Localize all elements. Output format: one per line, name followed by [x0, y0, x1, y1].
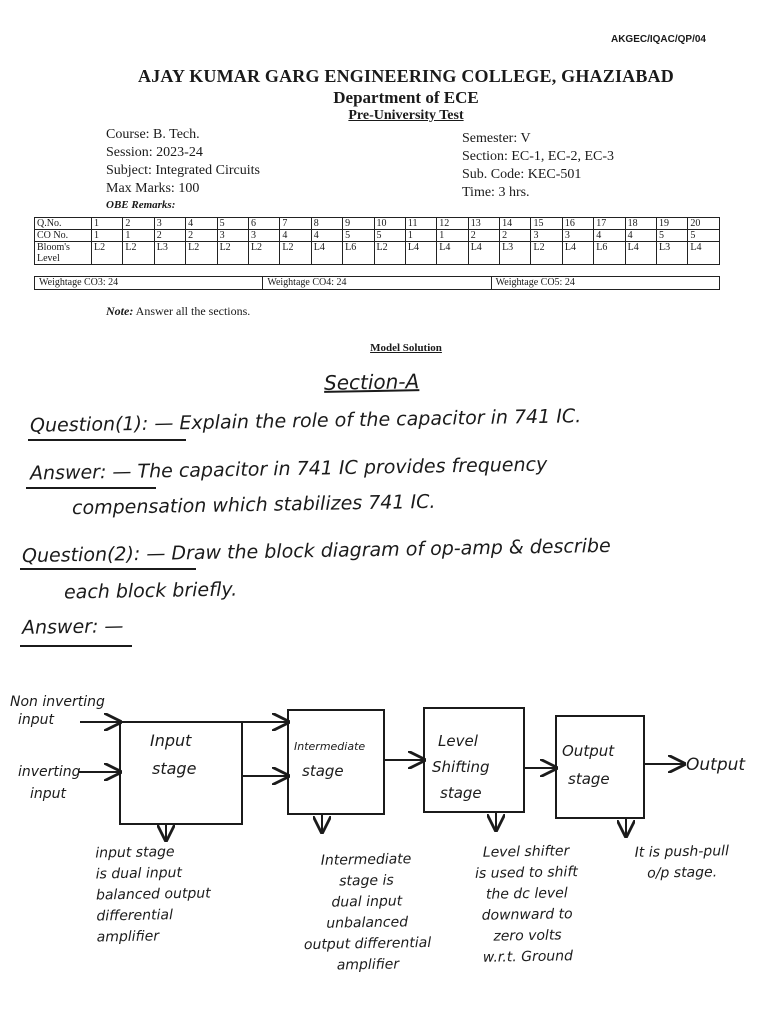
output-label: Output — [686, 755, 746, 775]
weightage-co3: Weightage CO3: 24 — [35, 277, 263, 290]
question-1-underline — [28, 439, 186, 441]
note-text: Answer all the sections. — [133, 304, 251, 318]
time-field: Time: 3 hrs. — [462, 185, 530, 200]
obe-cell: L4 — [311, 242, 342, 265]
question-2-line-1: Question(2): — Draw the block diagram of op-amp & describe — [21, 534, 611, 568]
obe-cell: L2 — [123, 242, 154, 265]
inverting-label-2: input — [30, 786, 67, 802]
max-marks-field: Max Marks: 100 — [106, 181, 200, 196]
question-1: Question(1): — Explain the role of the capacitor in 741 IC. — [29, 405, 582, 437]
answer-2-underline — [20, 645, 132, 647]
obe-cell: 18 — [625, 218, 656, 230]
obe-cell: 16 — [562, 218, 593, 230]
level-shifter-description: Level shifter is used to shift the dc level downward to zero volts w.r.t. Ground — [474, 843, 578, 966]
obe-row — [35, 230, 720, 242]
obe-cell: 6 — [248, 218, 279, 230]
obe-cell: L6 — [594, 242, 625, 265]
obe-cell: 2 — [468, 230, 499, 242]
obe-cell: L2 — [248, 242, 279, 265]
intermediate-label-1: Intermediate — [294, 740, 366, 753]
course-info-right — [462, 130, 614, 202]
obe-cell: 3 — [217, 230, 248, 242]
answer-1-line-2: compensation which stabilizes 741 IC. — [71, 490, 436, 520]
obe-row-head: CO No. — [35, 230, 92, 242]
obe-cell: 1 — [437, 230, 468, 242]
obe-cell: 9 — [343, 218, 374, 230]
department-name: Department of ECE — [333, 88, 479, 107]
input-stage-label-1: Input — [150, 731, 192, 750]
obe-cell: 4 — [311, 230, 342, 242]
level-label-3: stage — [440, 784, 482, 802]
exam-title: Pre-University Test — [348, 108, 464, 123]
obe-cell: 5 — [688, 230, 720, 242]
level-label-1: Level — [438, 732, 478, 750]
obe-cell: 1 — [92, 218, 123, 230]
op-amp-block-diagram — [0, 680, 768, 850]
note — [106, 304, 250, 319]
input-stage-label-2: stage — [152, 759, 197, 778]
intermediate-stage-description: Intermediate stage is dual input unbalanced output differential amplifier — [303, 851, 432, 974]
obe-cell: 14 — [500, 218, 531, 230]
obe-cell: 2 — [500, 230, 531, 242]
obe-cell: 10 — [374, 218, 405, 230]
model-solution-title: Model Solution — [370, 342, 442, 354]
answer-2-label: Answer: — — [21, 615, 124, 639]
input-stage-description: input stage is dual input balanced output differential amplifier — [95, 844, 211, 946]
weightage-co4: Weightage CO4: 24 — [263, 277, 491, 290]
non-inverting-label-1: Non inverting — [10, 694, 105, 710]
obe-cell: L2 — [531, 242, 562, 265]
obe-cell: 3 — [562, 230, 593, 242]
obe-cell: 1 — [92, 230, 123, 242]
inverting-label-1: inverting — [18, 764, 81, 780]
obe-cell: L4 — [468, 242, 499, 265]
subject-field: Subject: Integrated Circuits — [106, 163, 260, 178]
obe-cell: L4 — [437, 242, 468, 265]
obe-remarks-label: OBE Remarks: — [106, 199, 176, 211]
answer-1-underline — [26, 487, 156, 489]
output-stage-description: It is push-pull o/p stage. — [634, 843, 730, 882]
obe-cell: L2 — [92, 242, 123, 265]
output-stage-label-2: stage — [568, 770, 610, 788]
obe-cell: L4 — [688, 242, 720, 265]
obe-cell: 1 — [405, 230, 436, 242]
obe-cell: 2 — [186, 230, 217, 242]
sub-code-field: Sub. Code: KEC-501 — [462, 167, 582, 182]
obe-cell: L2 — [217, 242, 248, 265]
answer-1-line-1: Answer: — The capacitor in 741 IC provides frequency — [29, 453, 548, 485]
obe-cell: L3 — [154, 242, 185, 265]
obe-cell: 4 — [625, 230, 656, 242]
obe-row — [35, 218, 720, 230]
output-stage-label-1: Output — [562, 742, 615, 760]
obe-cell: 3 — [531, 230, 562, 242]
obe-cell: 17 — [594, 218, 625, 230]
obe-cell: L2 — [186, 242, 217, 265]
course-field: Course: B. Tech. — [106, 127, 200, 142]
level-label-2: Shifting — [432, 758, 490, 776]
section-field: Section: EC-1, EC-2, EC-3 — [462, 149, 615, 164]
obe-row — [35, 242, 720, 265]
non-inverting-label-2: input — [18, 712, 55, 728]
obe-cell: 4 — [186, 218, 217, 230]
obe-cell: 20 — [688, 218, 720, 230]
document-code: AKGEC/IQAC/QP/04 — [610, 34, 706, 45]
obe-cell: 2 — [154, 230, 185, 242]
semester-field: Semester: V — [462, 131, 531, 146]
intermediate-label-2: stage — [302, 762, 344, 780]
obe-cell: L4 — [625, 242, 656, 265]
obe-cell: 12 — [437, 218, 468, 230]
obe-cell: 5 — [374, 230, 405, 242]
obe-cell: 3 — [248, 230, 279, 242]
obe-cell: 5 — [217, 218, 248, 230]
obe-row-head: Q.No. — [35, 218, 92, 230]
note-label: Note: — [106, 304, 134, 318]
weightage-co5: Weightage CO5: 24 — [491, 277, 719, 290]
obe-cell: L4 — [562, 242, 593, 265]
course-info-left — [106, 126, 260, 198]
question-2-line-2: each block briefly. — [63, 578, 238, 604]
obe-cell: 4 — [280, 230, 311, 242]
obe-cell: 5 — [343, 230, 374, 242]
obe-cell: L4 — [405, 242, 436, 265]
output-stage-block — [556, 716, 644, 818]
obe-cell: 8 — [311, 218, 342, 230]
obe-cell: 1 — [123, 230, 154, 242]
obe-row-head: Bloom's Level — [35, 242, 92, 265]
section-heading: Section-A — [323, 369, 420, 395]
obe-cell: L2 — [280, 242, 311, 265]
obe-cell: 4 — [594, 230, 625, 242]
obe-cell: L3 — [657, 242, 688, 265]
obe-cell: 11 — [405, 218, 436, 230]
weightage-table — [34, 276, 720, 290]
college-name: AJAY KUMAR GARG ENGINEERING COLLEGE, GHAZIABAD — [138, 66, 674, 86]
obe-cell: 3 — [154, 218, 185, 230]
obe-table — [34, 217, 720, 265]
obe-cell: 19 — [657, 218, 688, 230]
obe-cell: L2 — [374, 242, 405, 265]
question-2-underline — [20, 568, 196, 570]
obe-cell: 2 — [123, 218, 154, 230]
obe-cell: 15 — [531, 218, 562, 230]
obe-cell: 5 — [657, 230, 688, 242]
session-field: Session: 2023-24 — [106, 145, 203, 160]
obe-cell: 13 — [468, 218, 499, 230]
obe-cell: 7 — [280, 218, 311, 230]
obe-cell: L3 — [500, 242, 531, 265]
obe-cell: L6 — [343, 242, 374, 265]
